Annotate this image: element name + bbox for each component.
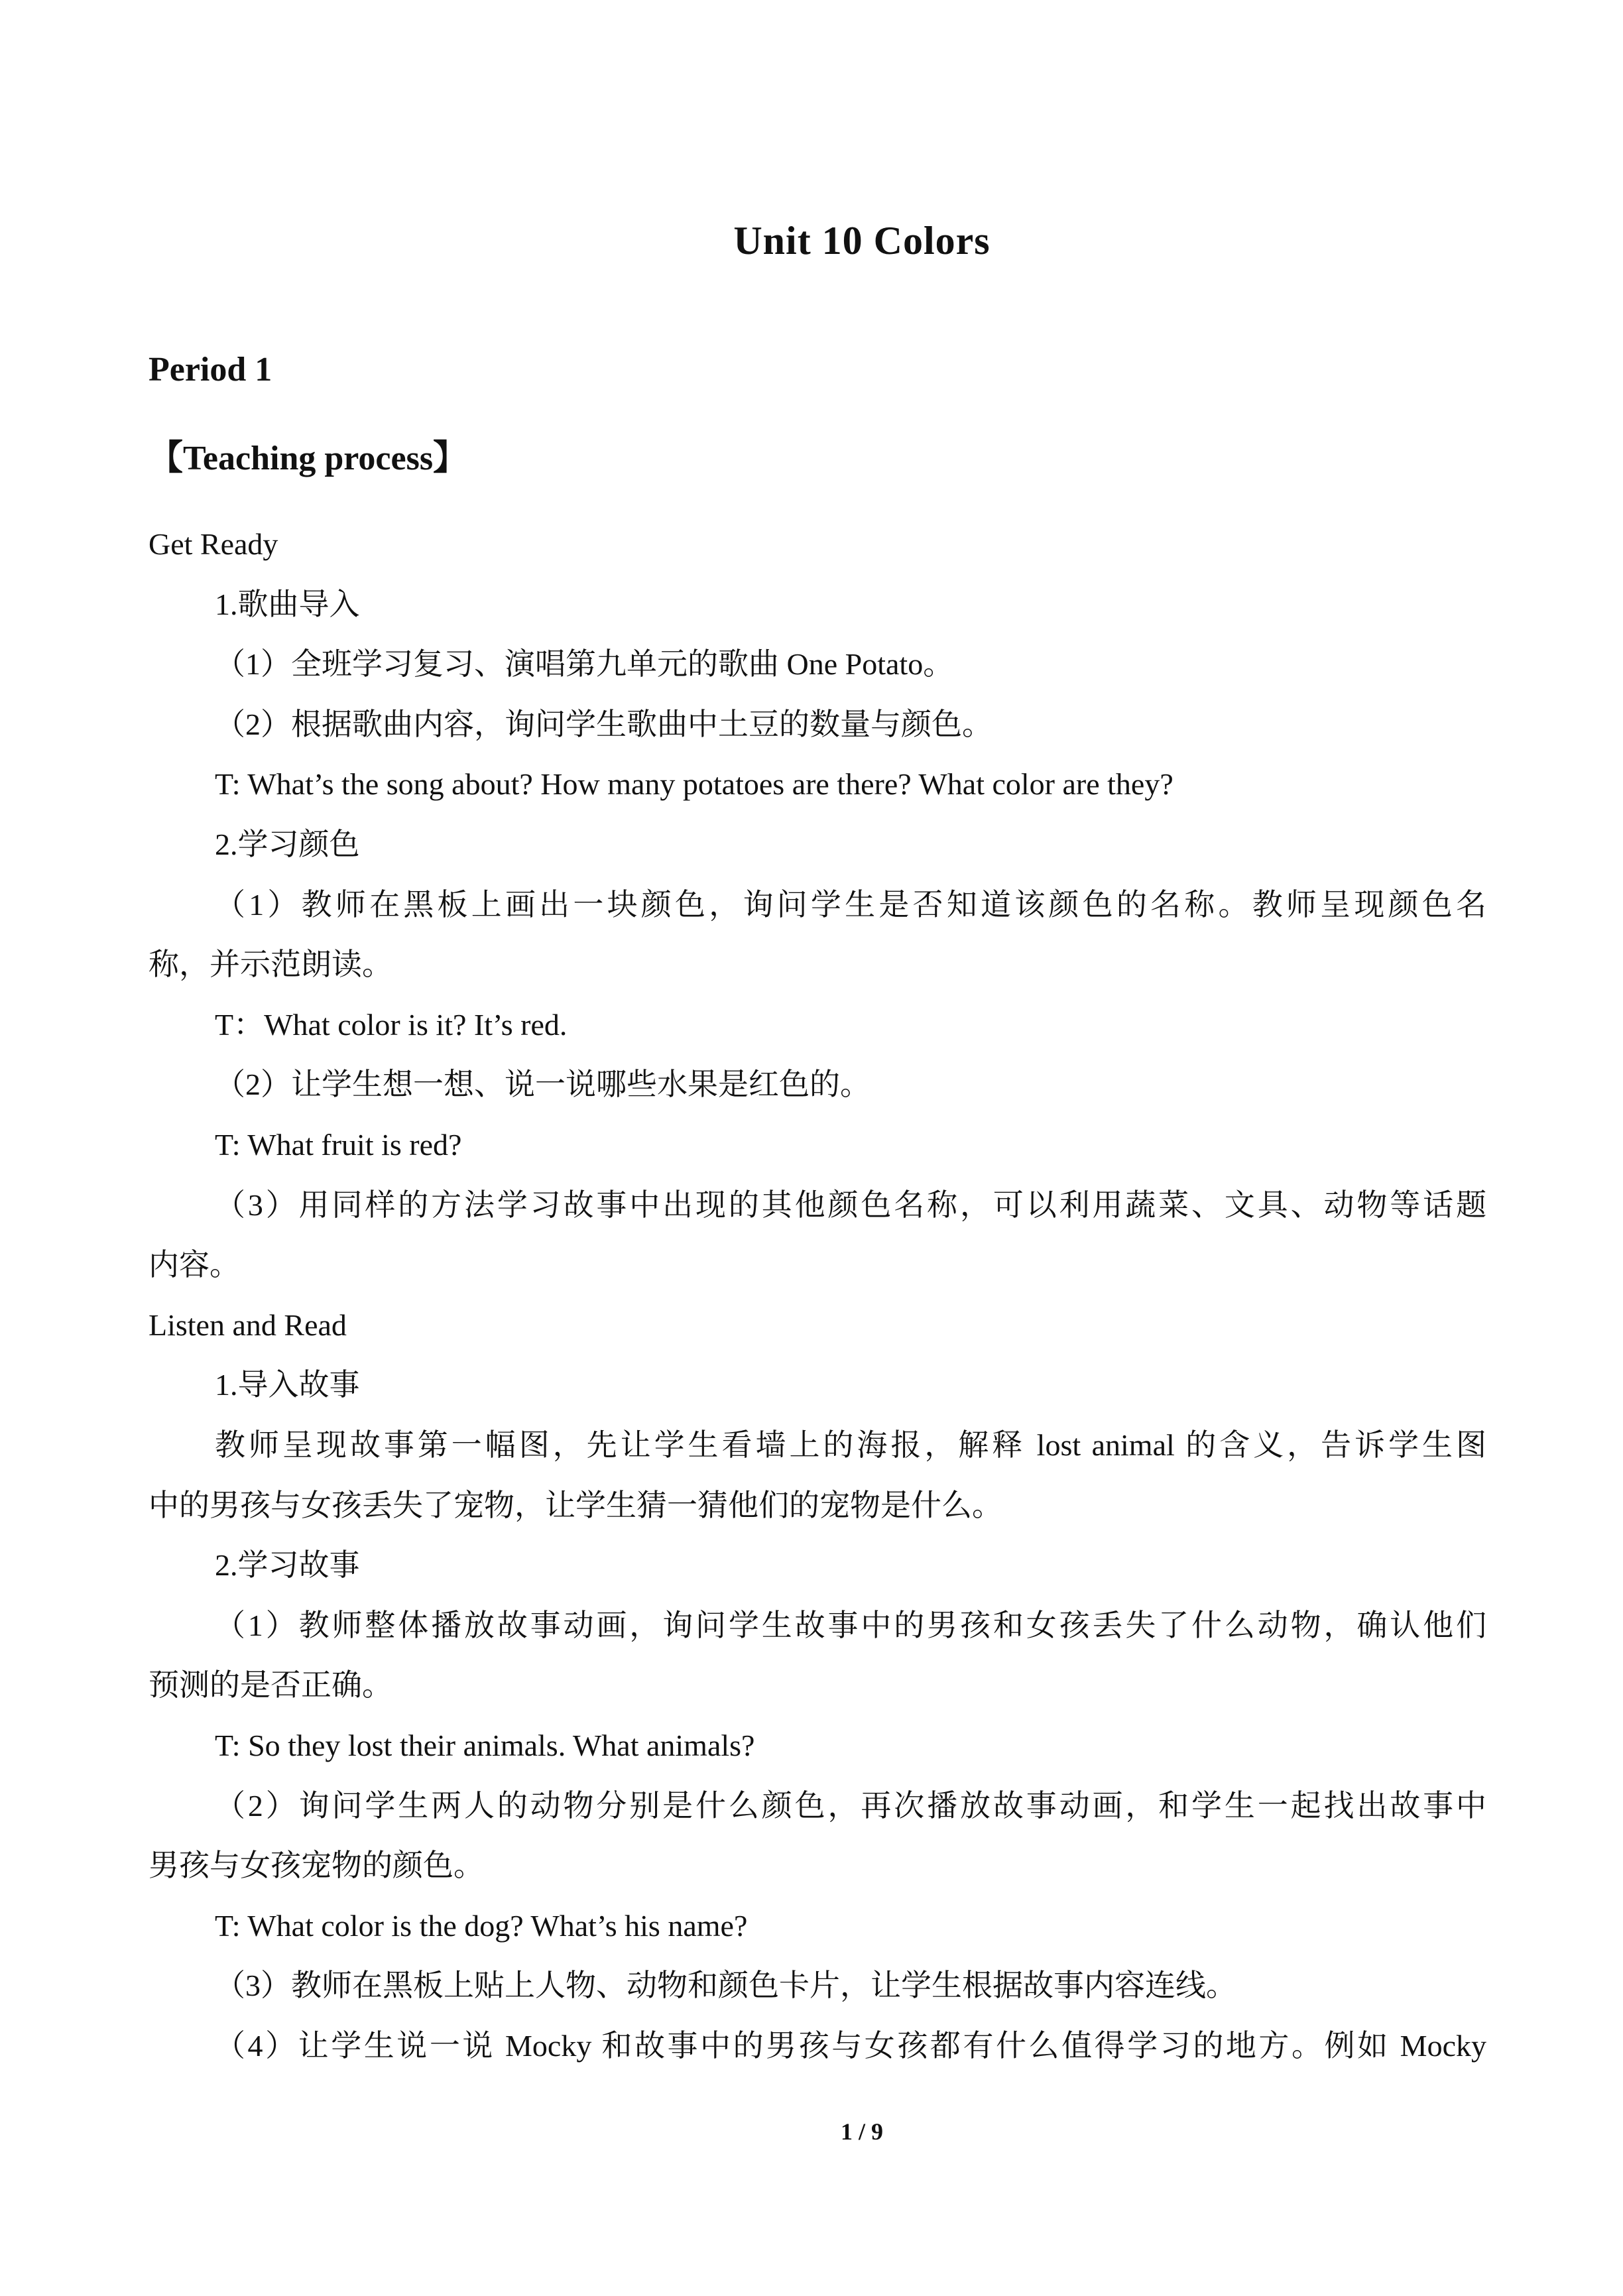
body-line: T: What fruit is red?: [215, 1128, 462, 1162]
body-line: 男孩与女孩宠物的颜色。: [149, 1848, 484, 1882]
body-line: 中的男孩与女孩丢失了宠物，让学生猜一猜他们的宠物是什么。: [149, 1488, 1002, 1522]
body-line: Get Ready: [149, 527, 278, 561]
body-line: 称，并示范朗读。: [149, 947, 392, 981]
body-line: 2.学习颜色: [215, 827, 360, 861]
body-line: 预测的是否正确。: [149, 1668, 392, 1702]
page-number: 1 / 9: [840, 2118, 883, 2145]
body-line: T: What’s the song about? How many potatoes are there? What color are they?: [215, 767, 1173, 801]
body-line: （3）教师在黑板上贴上人物、动物和颜色卡片，让学生根据故事内容连线。: [215, 1968, 1236, 2002]
body-line: Listen and Read: [149, 1308, 347, 1342]
body-line: T：What color is it? It’s red.: [215, 1008, 568, 1042]
body-line: （4）让学生说一说 Mocky 和故事中的男孩与女孩都有什么值得学习的地方。例如 Mocky: [215, 2029, 1486, 2063]
body-line: （1）全班学习复习、演唱第九单元的歌曲 One Potato。: [215, 647, 954, 681]
body-line: （1）教师在黑板上画出一块颜色，询问学生是否知道该颜色的名称。教师呈现颜色名: [215, 888, 1486, 922]
body-line: （2）根据歌曲内容，询问学生歌曲中土豆的数量与颜色。: [215, 707, 992, 741]
body-line: （1）教师整体播放故事动画，询问学生故事中的男孩和女孩丢失了什么动物，确认他们: [215, 1608, 1486, 1642]
body-line: （3）用同样的方法学习故事中出现的其他颜色名称，可以利用蔬菜、文具、动物等话题: [215, 1188, 1486, 1222]
body-line: 2.学习故事: [215, 1548, 360, 1582]
body-line: （2）询问学生两人的动物分别是什么颜色，再次播放故事动画，和学生一起找出故事中: [215, 1789, 1486, 1823]
section-heading: 【Teaching process】: [149, 440, 468, 477]
body-line: T: What color is the dog? What’s his name?: [215, 1909, 748, 1943]
period-heading: Period 1: [149, 351, 272, 389]
document-title: Unit 10 Colors: [733, 219, 991, 263]
body-line: T: So they lost their animals. What animals?: [215, 1728, 755, 1762]
body-line: 内容。: [149, 1248, 240, 1282]
body-line: 1.歌曲导入: [215, 587, 360, 621]
body-line: （2）让学生想一想、说一说哪些水果是红色的。: [215, 1067, 871, 1101]
body-line: 教师呈现故事第一幅图，先让学生看墙上的海报，解释 lost animal 的含义，告诉学生图: [215, 1428, 1486, 1462]
body-line: 1.导入故事: [215, 1368, 360, 1402]
